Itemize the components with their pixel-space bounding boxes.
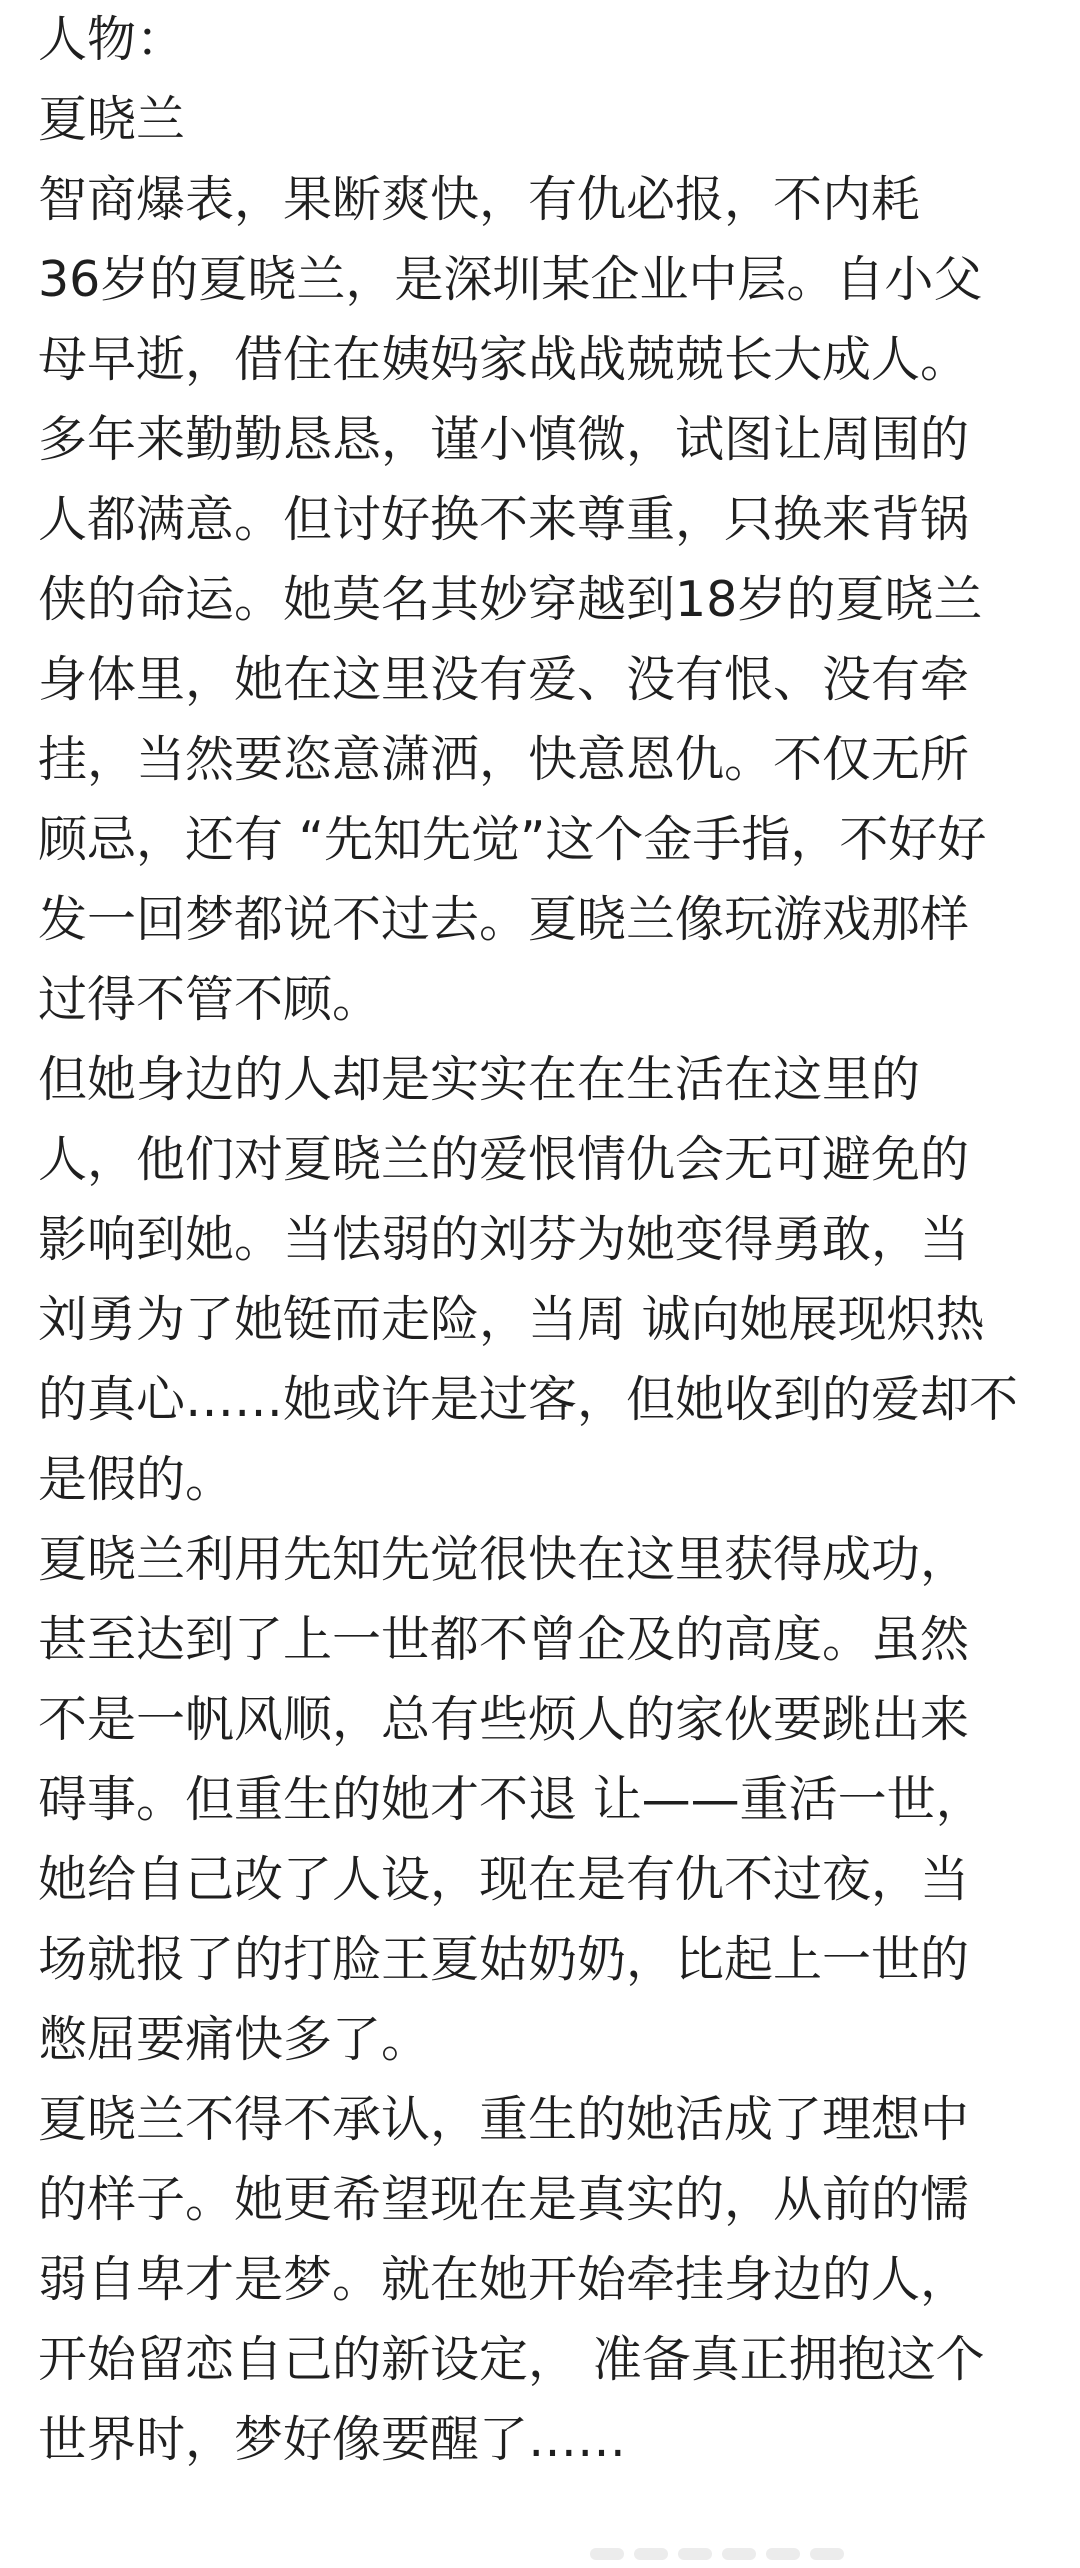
text-line: 世界时，梦好像要醒了…… — [38, 2411, 627, 2468]
text-line: 的真心……她或许是过客，但她收到的爱却不 — [38, 1371, 1019, 1428]
watermark-dot — [722, 2548, 756, 2560]
text-line: 甚至达到了上一世都不曾企及的高度。虽然 — [38, 1611, 970, 1668]
text-line: 身体里，她在这里没有爱、没有恨、没有牵 — [38, 651, 970, 708]
text-line: 智商爆表，果断爽快，有仇必报，不内耗 — [38, 171, 921, 228]
text-line: 多年来勤勤恳恳，谨小慎微，试图让周围的 — [38, 411, 970, 468]
text-line: 不是一帆风顺，总有些烦人的家伙要跳出来 — [38, 1691, 970, 1748]
text-line: 侠的命运。她莫名其妙穿越到18岁的夏晓兰 — [38, 571, 983, 628]
text-line: 夏晓兰不得不承认，重生的她活成了理想中 — [38, 2091, 970, 2148]
text-line: 憋屈要痛快多了。 — [38, 2011, 431, 2068]
text-line: 碍事。但重生的她才不退 让——重活一世， — [38, 1771, 985, 1828]
text-line: 顾忌，还有 “先知先觉”这个金手指，不好好 — [38, 811, 987, 868]
text-line: 人，他们对夏晓兰的爱恨情仇会无可避免的 — [38, 1131, 970, 1188]
text-line: 母早逝，借住在姨妈家战战兢兢长大成人。 — [38, 331, 970, 388]
text-line: 开始留恋自己的新设定， 准备真正拥抱这个 — [38, 2331, 985, 2388]
text-line: 但她身边的人却是实实在在生活在这里的 — [38, 1051, 921, 1108]
text-line: 36岁的夏晓兰，是深圳某企业中层。自小父 — [38, 251, 983, 308]
text-line: 人物： — [38, 11, 186, 68]
watermark-dot — [766, 2548, 800, 2560]
watermark-dot — [590, 2548, 624, 2560]
text-line: 的样子。她更希望现在是真实的，从前的懦 — [38, 2171, 970, 2228]
text-line: 刘勇为了她铤而走险，当周 诚向她展现炽热 — [38, 1291, 985, 1348]
text-line: 发一回梦都说不过去。夏晓兰像玩游戏那样 — [38, 891, 970, 948]
text-line: 挂，当然要恣意潇洒，快意恩仇。不仅无所 — [38, 731, 970, 788]
text-line: 弱自卑才是梦。就在她开始牵挂身边的人， — [38, 2251, 970, 2308]
text-line: 夏晓兰利用先知先觉很快在这里获得成功， — [38, 1531, 970, 1588]
text-line: 她给自己改了人设，现在是有仇不过夜，当 — [38, 1851, 970, 1908]
watermark-dot — [678, 2548, 712, 2560]
text-line: 人都满意。但讨好换不来尊重，只换来背锅 — [38, 491, 970, 548]
text-line: 夏晓兰 — [38, 91, 186, 148]
text-line: 影响到她。当怯弱的刘芬为她变得勇敢，当 — [38, 1211, 970, 1268]
watermark-dot — [810, 2548, 844, 2560]
watermark-dot — [634, 2548, 668, 2560]
text-line: 是假的。 — [38, 1451, 235, 1508]
watermark-dots — [590, 2548, 844, 2560]
text-line: 场就报了的打脸王夏姑奶奶，比起上一世的 — [38, 1931, 970, 1988]
text-line: 过得不管不顾。 — [38, 971, 382, 1028]
